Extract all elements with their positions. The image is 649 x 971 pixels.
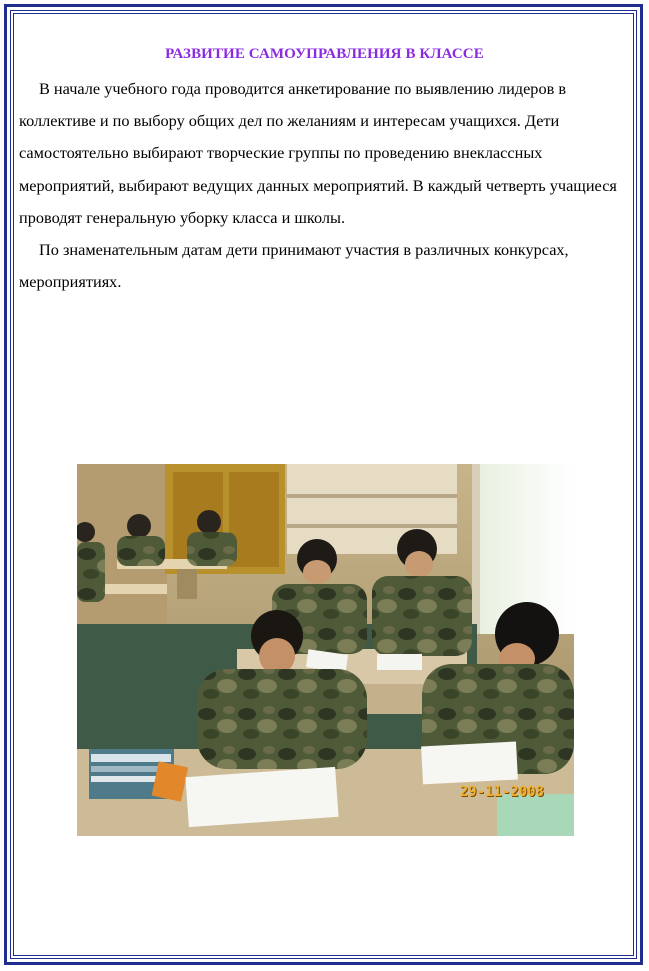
classroom-photo: [77, 464, 574, 836]
photo-date-stamp: 29-11-2008: [459, 784, 544, 800]
paragraph-2: По знаменательным датам дети принимают участия в различных конкурсах, мероприятиях.: [19, 240, 569, 292]
body-text: [19, 73, 629, 298]
page-title: РАЗВИТИЕ САМОУПРАВЛЕНИЯ В КЛАССЕ: [165, 46, 484, 62]
paragraph-1: В начале учебного года проводится анкетирование по выявлению лидеров в коллективе и по выбору общих дел по желаниям и интересам учащихся. Дети самостоятельно выбирают творческие группы по проведению внеклассных мероприятий, выбирают ведущих данных мероприятий. В каждый четверть учащиеся проводят генеральную уборку класса и школы.: [19, 79, 617, 227]
classroom-photo-illustration: [77, 464, 574, 836]
